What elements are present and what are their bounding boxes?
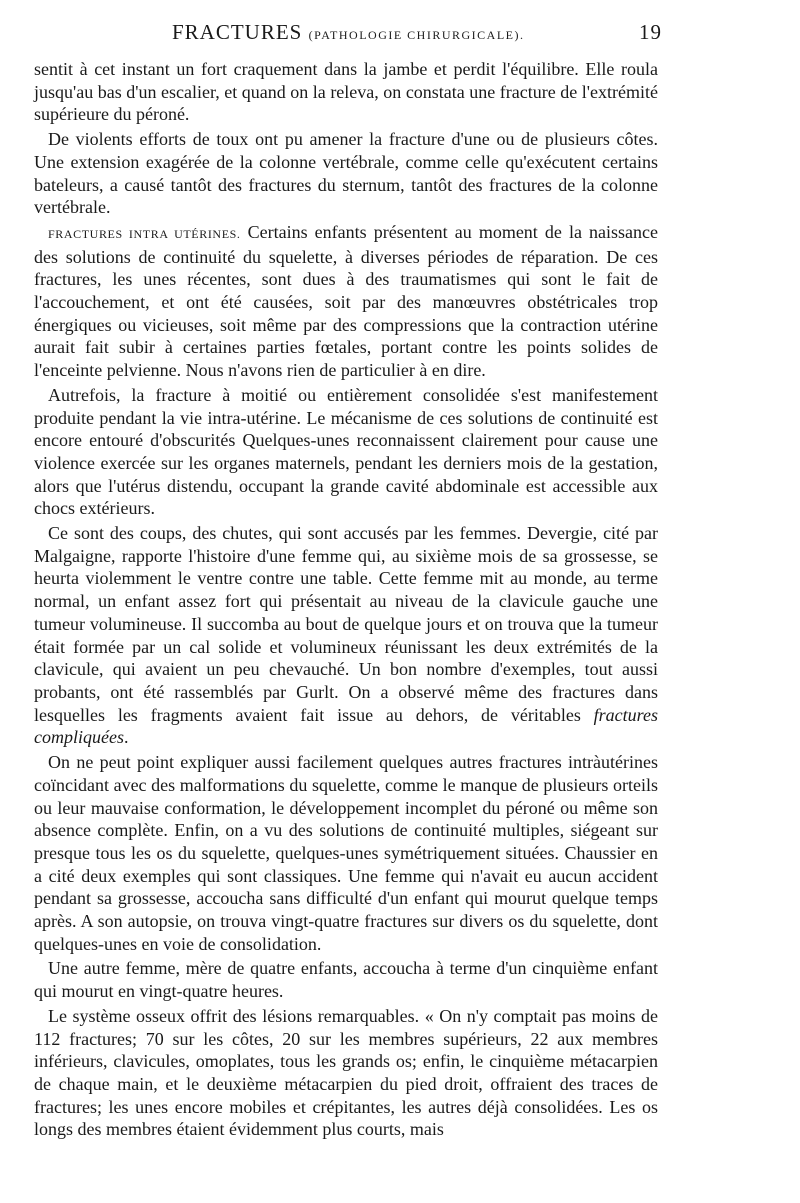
- paragraph: [34, 522, 658, 749]
- emphasis-text: fractures compliquées: [34, 704, 658, 748]
- paragraph: On ne peut point expliquer aussi facilement quelques autres fractures intràutérines coïncidant avec des malformations du squelette, comme le manque de plusieurs orteils ou leur mauvaise conformation, le développement incomplet du péroné ou même son absence complète. Enfin, on a vu des solutions de continuité multiples, siégeant sur presque tous les os du squelette, quelques-unes symétriquement situées. Chaussier en a cité deux exemples qui sont classiques. Une femme qui n'avait eu aucun accident pendant sa grossesse, accoucha sans difficulté d'un enfant qui mourut quelque temps après. A son autopsie, on trouva vingt-quatre fractures sur divers os du squelette, dont quelques-unes en voie de consolidation.: [34, 752, 658, 954]
- paragraph: Le système osseux offrit des lésions remarquables. « On n'y comptait pas moins de 112 fractures; 70 sur les côtes, 20 sur les membres supérieurs, 22 aux membres inférieurs, clavicules, omoplates, tous les grands os; enfin, le cinquième métacarpien de chaque main, et le deuxième métacarpien du pied droit, offraient des traces de fractures; les unes encore mobiles et crépitantes, les autres déjà consolidées. Les os longs des membres étaient évidemment plus courts, mais: [34, 1005, 658, 1140]
- running-title-main: FRACTURES: [172, 20, 303, 44]
- section-heading: FRACTURES INTRA UTÉRINES.: [48, 226, 241, 241]
- paragraph-text: Certains enfants présentent au moment de la naissance des solutions de continuité du squelette, à diverses périodes de réparation. De ces fractures, les unes récentes, sont dues à des traumatismes qui sont le fait de l'accouchement, et ont été causées, soit par des manœuvres obstétricales trop énergiques ou vicieuses, soit même par des compressions que la contraction utérine aurait fait subir à certaines parties fœtales, portant contre les points solides de l'enceinte pelvienne. Nous n'avons rien de particulier à en dire.: [34, 221, 658, 381]
- paragraph: De violents efforts de toux ont pu amener la fracture d'une ou de plusieurs côtes. Une extension exagérée de la colonne vertébrale, comme celle qu'exécutent certains bateleurs, a causé tantôt des fractures du sternum, tantôt des fractures de la colonne vertébrale.: [34, 129, 658, 218]
- running-title: [172, 20, 525, 45]
- paragraph: [34, 221, 658, 382]
- paragraph-text: Ce sont des coups, des chutes, qui sont accusés par les femmes. Devergie, cité par Malgaigne, rapporte l'histoire d'une femme qui, au sixième mois de sa grossesse, se heurta violemment le ventre contre une table. Cette femme mit au monde, au terme normal, un enfant assez fort qui présentait au niveau de la clavicule gauche une tumeur volumineuse. Il succomba au bout de quelque jours et on trouva que la tumeur était formée par un cal solide et volumineux réunissant les deux extrémités de la clavicule, qui avaient un peu chevauché. Un bon nombre d'exemples, tout aussi probants, ont été rassemblés par Gurlt. On a observé même des fractures dans lesquelles les fragments avaient fait issue au dehors, de véritables: [34, 523, 658, 725]
- page-number: 19: [639, 20, 662, 44]
- body-text: [34, 58, 658, 1143]
- paragraph: Autrefois, la fracture à moitié ou entièrement consolidée s'est manifestement produite pendant la vie intra-utérine. Le mécanisme de ces solutions de continuité est encore entouré d'obscurités Quelques-unes reconnaissent clairement pour cause une violence exercée sur les organes maternels, pendant les derniers mois de la gestation, alors que l'utérus distendu, occupant la grande cavité abdominale est accessible aux chocs extérieurs.: [34, 384, 658, 519]
- running-header: [172, 20, 662, 50]
- paragraph: Une autre femme, mère de quatre enfants, accoucha à terme d'un cinquième enfant qui mourut en vingt-quatre heures.: [34, 958, 658, 1002]
- running-title-sub: (PATHOLOGIE CHIRURGICALE).: [308, 28, 525, 42]
- paragraph-tail: .: [123, 727, 129, 748]
- paragraph: sentit à cet instant un fort craquement dans la jambe et perdit l'équilibre. Elle roula jusqu'au bas d'un escalier, et quand on la releva, on constata une fracture de l'extrémité supérieure du péroné.: [34, 59, 658, 125]
